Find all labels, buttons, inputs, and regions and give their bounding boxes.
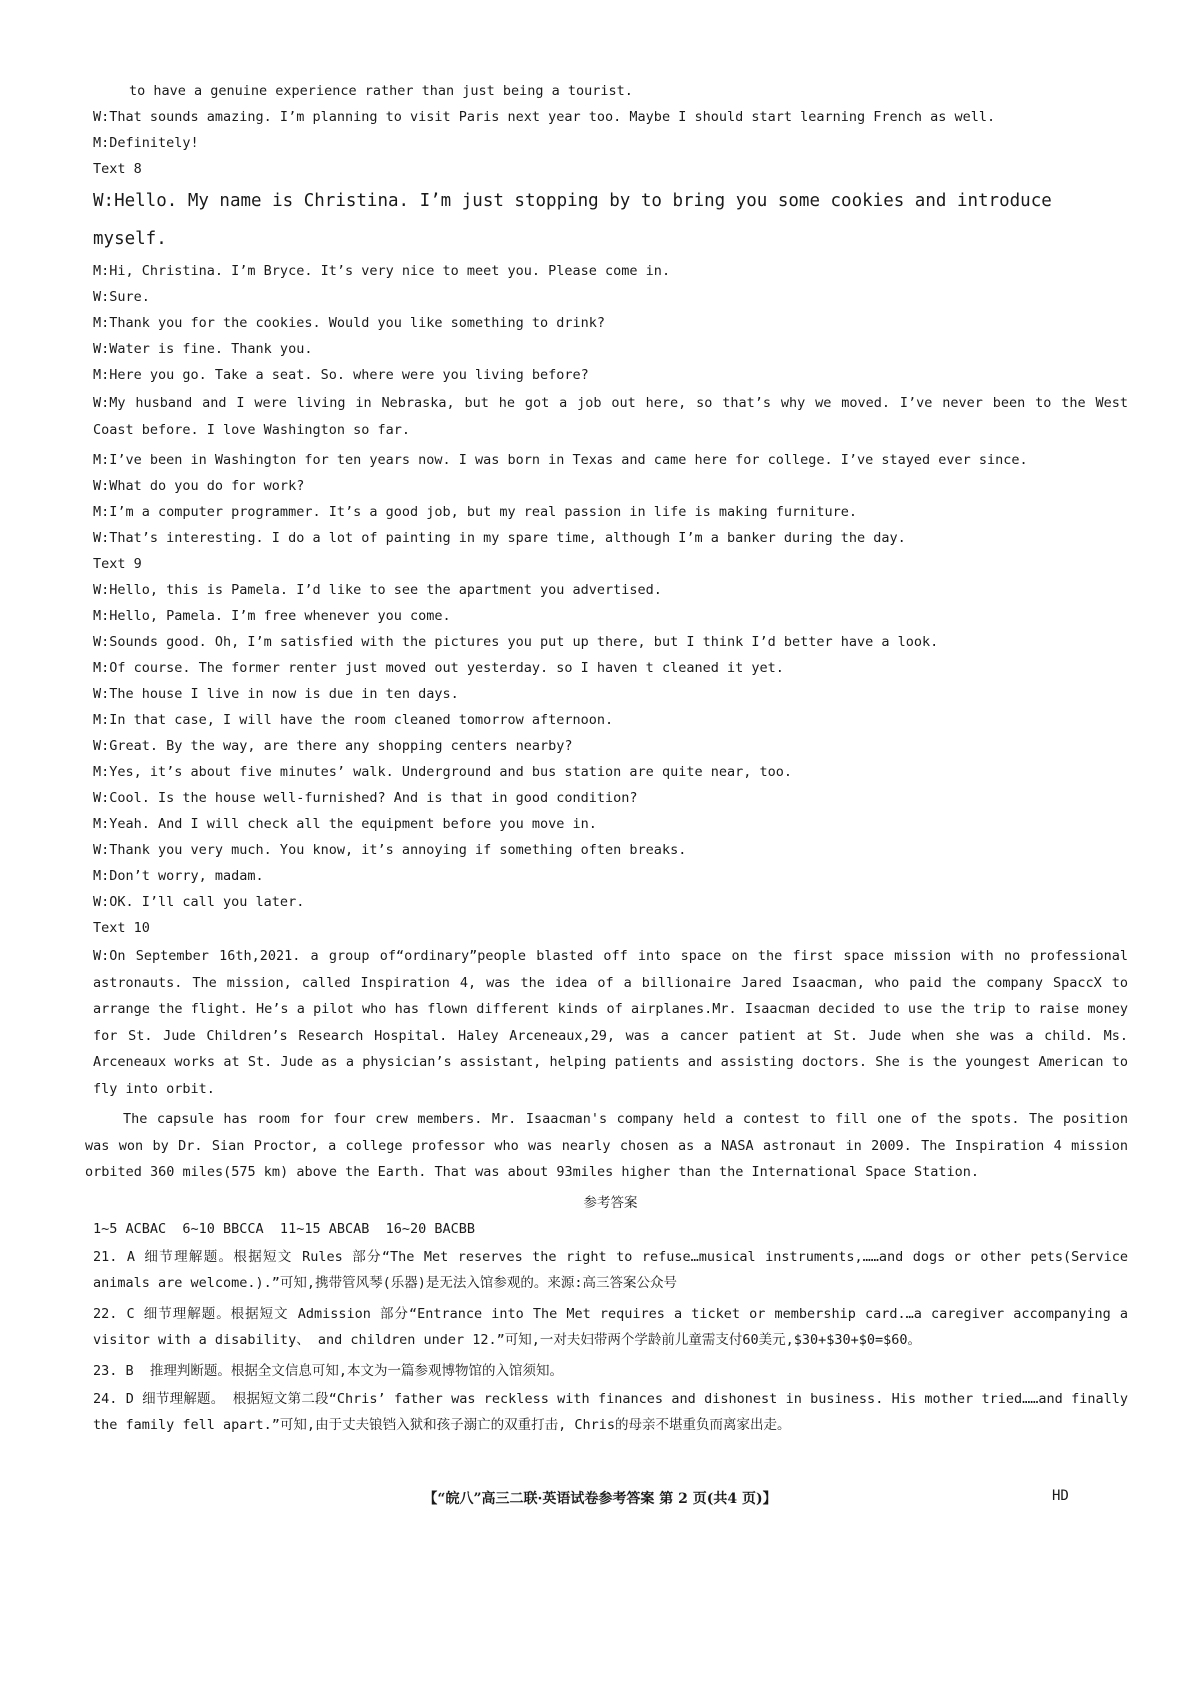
answer-explanation: 23. B 推理判断题。根据全文信息可知,本文为一篇参观博物馆的入馆须知。 [93,1362,564,1379]
answer-explanation: 21. A 细节理解题。根据短文 Rules 部分“The Met reserves the right to refuse…musical instruments,……and dogs or other pets(Service animals are welcome.).”可知,携带管风琴(乐器)是无法入馆参观的。来源:高三答案公众号 [93,1248,1128,1291]
footer-code: HD [1052,1488,1069,1504]
text-line: W:Great. By the way, are there any shopping centers nearby? [93,738,573,754]
section-heading: Text 8 [93,161,142,177]
text-line: W:That’s interesting. I do a lot of painting in my spare time, although I’m a banker during the day. [93,530,906,546]
text-line: M:Yeah. And I will check all the equipment before you move in. [93,816,597,832]
answer-key: 1~5 ACBAC 6~10 BBCCA 11~15 ABCAB 16~20 BACBB [93,1220,476,1237]
text-line: W:The house I live in now is due in ten days. [93,686,459,702]
text-line: M:Don’t worry, madam. [93,868,264,884]
text-line: M:Here you go. Take a seat. So. where were you living before? [93,367,589,383]
text-line: M:Definitely! [93,135,199,151]
answers-heading: 参考答案 [583,1194,638,1211]
text-paragraph: The capsule has room for four crew members. Mr. Isaacman's company held a contest to fill one of the spots. The position was won by Dr. Sian Proctor, a college professor who was nearly chosen as a NASA astronaut in 2009. The Inspiration 4 mission orbited 360 miles(575 km) above the Earth. That was about 93miles higher than the International Space Station. [85,1111,1128,1180]
text-line: M:In that case, I will have the room cleaned tomorrow afternoon. [93,712,614,728]
text-line: M:Hello, Pamela. I’m free whenever you come. [93,608,451,624]
text-line: W:Hello. My name is Christina. I’m just stopping by to bring you some cookies and introduce myself. [93,191,1063,249]
text-line: to have a genuine experience rather than just being a tourist. [129,83,633,99]
text-line: M:Hi, Christina. I’m Bryce. It’s very nice to meet you. Please come in. [93,263,671,279]
text-line: W:Sounds good. Oh, I’m satisfied with the pictures you put up there, but I think I’d better have a look. [93,634,939,650]
text-line: W:OK. I’ll call you later. [93,894,305,910]
text-line: M:I’m a computer programmer. It’s a good job, but my real passion in life is making furniture. [93,504,858,520]
text-line: W:Sure. [93,289,150,305]
footer-title: 【“皖八”高三二联·英语试卷参考答案 第 2 页(共4 页)】 [423,1491,777,1507]
text-line: M:I’ve been in Washington for ten years now. I was born in Texas and came here for college. I’ve stayed ever since. [93,452,1028,468]
text-line: W:That sounds amazing. I’m planning to visit Paris next year too. Maybe I should start learning French as well. [93,109,996,125]
text-line: M:Of course. The former renter just moved out yesterday. so I haven t cleaned it yet. [93,660,784,676]
text-line: W:Water is fine. Thank you. [93,341,313,357]
text-line: W:Cool. Is the house well-furnished? And is that in good condition? [93,790,638,806]
text-line: W:Thank you very much. You know, it’s annoying if something often breaks. [93,842,687,858]
section-heading: Text 9 [93,556,142,572]
text-paragraph: W:My husband and I were living in Nebraska, but he got a job out here, so that’s why we moved. I’ve never been to the West Coast before. I love Washington so far. [93,395,1128,438]
text-line: M:Yes, it’s about five minutes’ walk. Underground and bus station are quite near, too. [93,764,792,780]
answer-explanation: 24. D 细节理解题。 根据短文第二段“Chris’ father was reckless with finances and dishonest in business. His mother tried……and finally the family fell apart.”可知,由于丈夫锒铛入狱和孩子溺亡的双重打击, Chris的母亲不堪重负而离家出走。 [93,1390,1128,1433]
page-footer [0,1488,1200,1514]
text-line: W:Hello, this is Pamela. I’d like to see the apartment you advertised. [93,582,662,598]
text-line: M:Thank you for the cookies. Would you like something to drink? [93,315,606,331]
text-line: W:What do you do for work? [93,478,305,494]
text-paragraph: W:On September 16th,2021. a group of“ordinary”people blasted off into space on the first space mission with no professional astronauts. The mission, called Inspiration 4, was the idea of a billionaire Jared Isaacman, who paid the company SpaccX to arrange the flight. He’s a pilot who has flown different kinds of airplanes.Mr. Isaacman decided to use the trip to raise money for St. Jude Children’s Research Hospital. Haley Arceneaux,29, was a cancer patient at St. Jude when she was a child. Ms. Arceneaux works at St. Jude as a physician’s assistant, helping patients and assisting doctors. She is the youngest American to fly into orbit. [93,948,1128,1097]
answer-explanation: 22. C 细节理解题。根据短文 Admission 部分“Entrance into The Met requires a ticket or membership card.…a caregiver accompanying a visitor with a disability、 and children under 12.”可知,一对夫妇带两个学龄前儿童需支付60美元,$30+$30+$0=$60。 [93,1305,1128,1348]
section-heading: Text 10 [93,920,150,936]
